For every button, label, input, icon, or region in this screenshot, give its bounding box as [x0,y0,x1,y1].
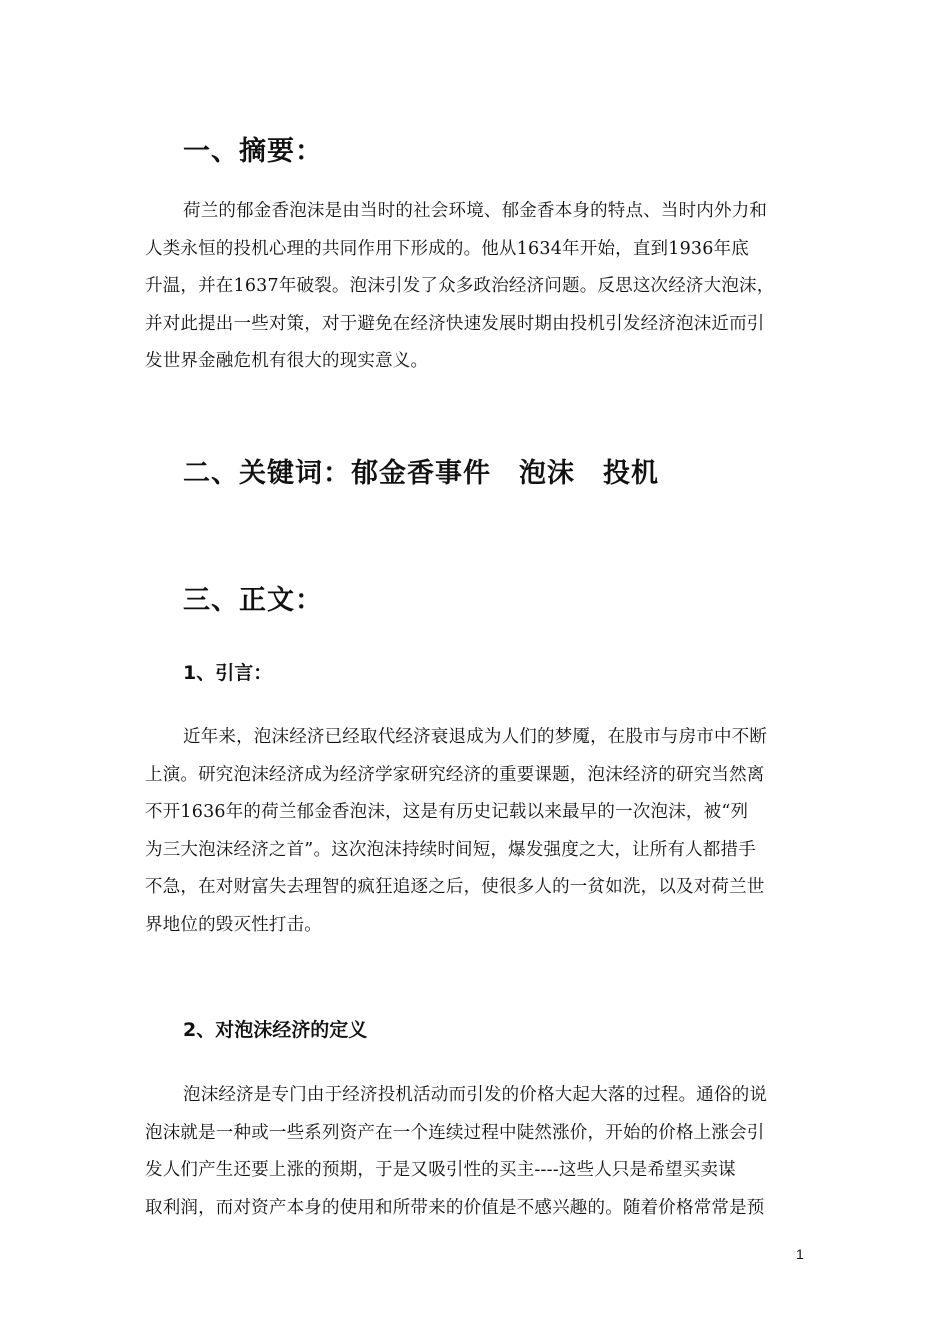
introduction-line: 界地位的毁灭性打击。 [145,914,322,935]
introduction-line: 不急，在对财富失去理智的疯狂追逐之后，使很多人的一贫如洗，以及对荷兰世 [145,877,765,897]
introduction-line: 近年来，泡沫经济已经取代经济衰退成为人们的梦魇，在股市与房市中不断 [183,727,768,747]
definition-line: 发人们产生还要上涨的预期，于是又吸引性的买主----这些人只是希望买卖谋 [145,1160,736,1180]
abstract-heading: 一、摘要： [183,136,323,167]
abstract-line: 荷兰的郁金香泡沫是由当时的社会环境、郁金香本身的特点、当时内外力和 [183,201,768,221]
definition-line: 泡沫就是一种或一些系列资产在一个连续过程中陡然涨价，开始的价格上涨会引 [145,1122,765,1143]
introduction-line: 不开1636年的荷兰郁金香泡沫，这是有历史记载以来最早的一次泡沫，被“列 [145,802,749,822]
page-number: 1 [796,1246,804,1262]
section-title-introduction: 1、引言： [183,662,273,684]
definition-line: 泡沫经济是专门由于经济投机活动而引发的价格大起大落的过程。通俗的说 [183,1085,768,1105]
abstract-line: 并对此提出一些对策，对于避免在经济快速发展时期由投机引发经济泡沫近而引 [145,313,765,334]
definition-line: 取利润，而对资产本身的使用和所带来的价值是不感兴趣的。随着价格常常是预 [145,1197,765,1218]
introduction-line: 为三大泡沫经济之首”。这次泡沫持续时间短，爆发强度之大，让所有人都措手 [145,839,756,860]
abstract-line: 人类永恒的投机心理的共同作用下形成的。他从1634年开始，直到1936年底 [145,238,749,259]
introduction-paragraph [145,719,810,944]
keywords-heading: 二、关键词：郁金香事件 泡沫 投机 [183,458,659,489]
abstract-line: 发世界金融危机有很大的现实意义。 [145,351,429,371]
section-title-definition: 2、对泡沫经济的定义 [183,1019,368,1041]
abstract-line: 升温，并在1637年破裂。泡沫引发了众多政治经济问题。反思这次经济大泡沫， [145,276,775,296]
abstract-paragraph [145,193,810,381]
introduction-line: 上演。研究泡沫经济成为经济学家研究经济的重要课题，泡沫经济的研究当然离 [145,764,765,785]
definition-paragraph [145,1077,810,1227]
body-heading: 三、正文： [183,585,323,616]
